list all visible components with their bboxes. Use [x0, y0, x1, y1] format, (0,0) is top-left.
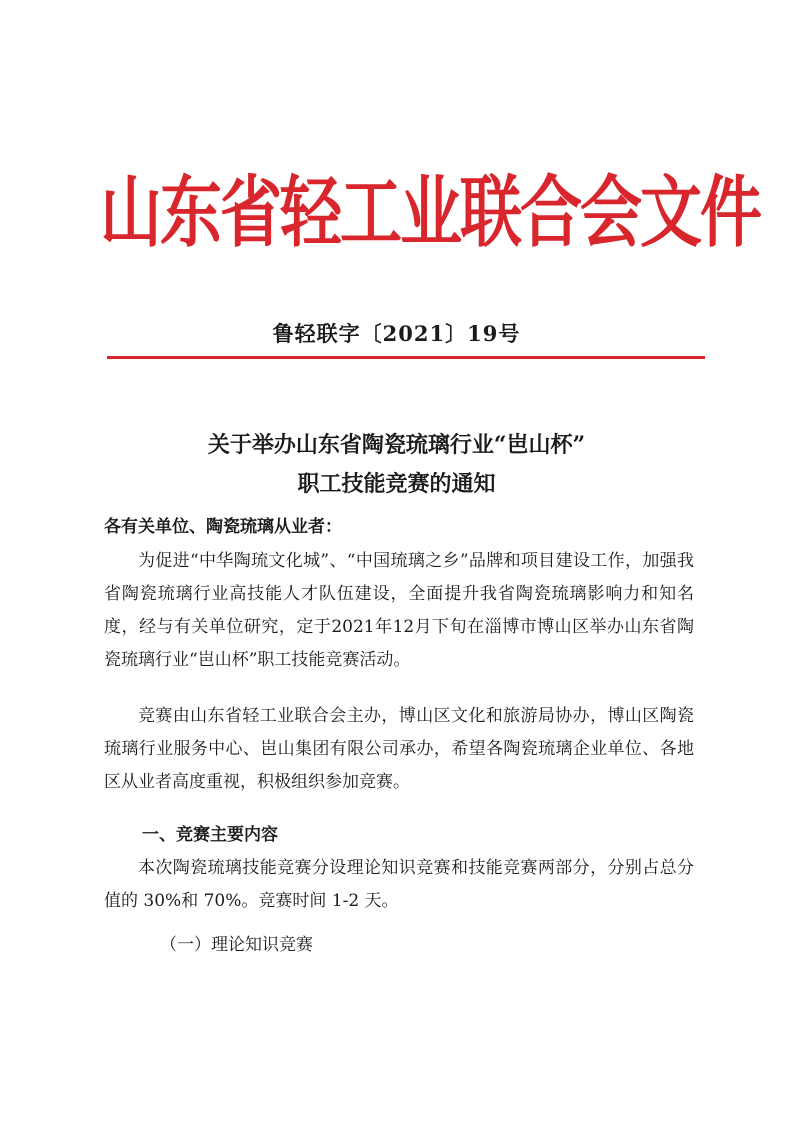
red-divider-line [107, 356, 705, 359]
section-heading-1: 一、竞赛主要内容 [142, 825, 278, 845]
body-paragraph-1: 为促进“中华陶琉文化城”、“中国琉璃之乡”品牌和项目建设工作，加强我省陶瓷琉璃行业高技能人才队伍建设，全面提升我省陶瓷琉璃影响力和知名度，经与有关单位研究，定于2021年12月下旬在淄博市博山区举办山东省陶瓷琉璃行业“岜山杯”职工技能竞赛活动。 [104, 551, 694, 670]
salutation: 各有关单位、陶瓷琉璃从业者： [104, 517, 342, 537]
notice-title-line2: 职工技能竞赛的通知 [297, 471, 496, 497]
subsection-heading-1: （一）理论知识竞赛 [160, 935, 313, 955]
document-number: 鲁轻联字〔2021〕19号 [272, 321, 521, 346]
body-paragraph-2: 竞赛由山东省轻工业联合会主办，博山区文化和旅游局协办，博山区陶瓷琉璃行业服务中心、岜山集团有限公司承办，希望各陶瓷琉璃企业单位、各地区从业者高度重视，积极组织参加竞赛。 [104, 706, 694, 792]
document-masthead: 山东省轻工业联合会文件 [100, 166, 761, 258]
body-paragraph-3: 本次陶瓷琉璃技能竞赛分设理论知识竞赛和技能竞赛两部分，分别占总分值的 30%和 70%。竞赛时间 1-2 天。 [104, 858, 694, 911]
notice-title-line1: 关于举办山东省陶瓷琉璃行业“岜山杯” [207, 432, 586, 458]
